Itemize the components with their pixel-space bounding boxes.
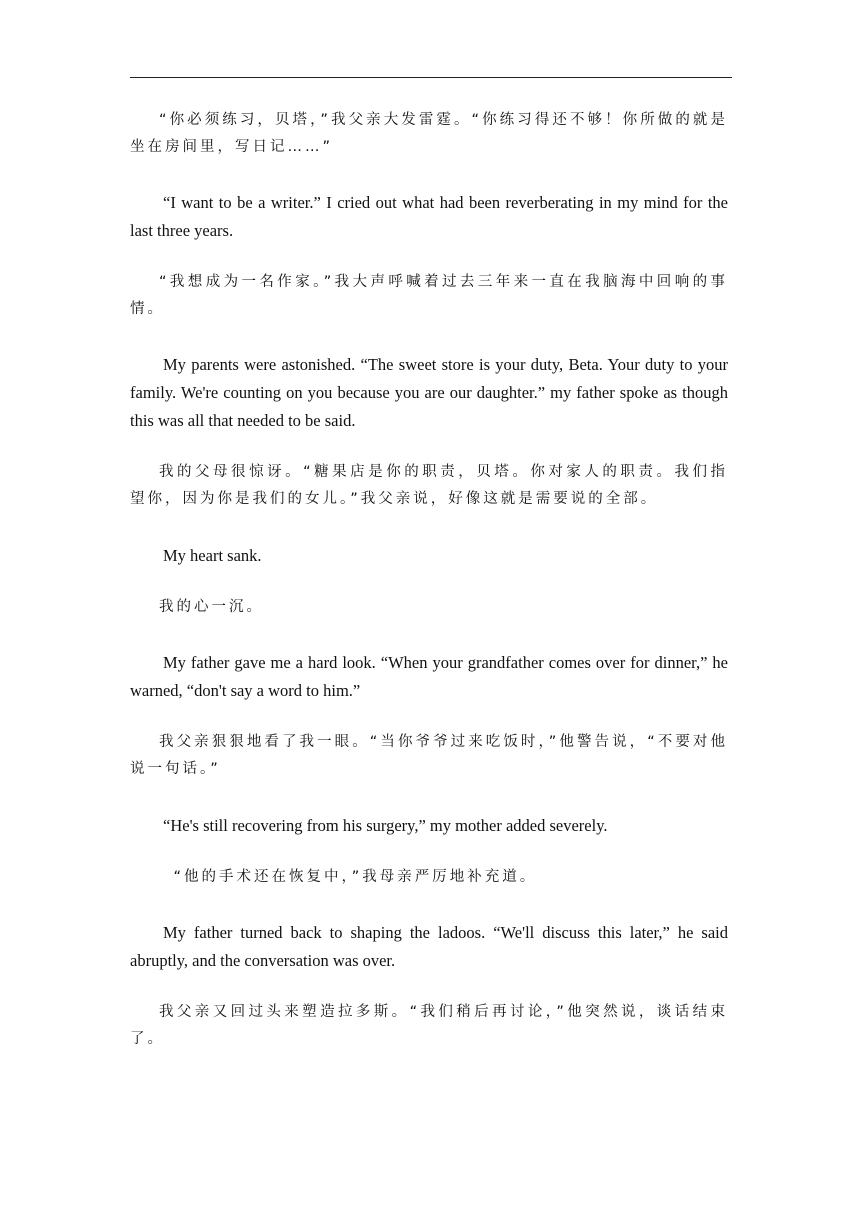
header-rule [130,77,732,78]
paragraph-zh-7: 我父亲又回过头来塑造拉多斯。“我们稍后再讨论，”他突然说，谈话结束了。 [130,1004,728,1047]
paragraph-en-4: My father gave me a hard look. “When your grandfather comes over for dinner,” he warned, “don't say a word to him.” [130,653,728,700]
paragraph-en-5: “He's still recovering from his surgery,” my mother added severely. [163,816,608,835]
paragraph-zh-2: “我想成为一名作家。”我大声呼喊着过去三年来一直在我脑海中回响的事情。 [130,274,728,317]
paragraph-zh-5: 我父亲狠狠地看了我一眼。“当你爷爷过来吃饭时，”他警告说，“不要对他说一句话。” [130,734,728,777]
paragraph-zh-3: 我的父母很惊讶。“糖果店是你的职责，贝塔。你对家人的职责。我们指望你，因为你是我们的女儿。”我父亲说，好像这就是需要说的全部。 [130,464,728,507]
paragraph-zh-6: “他的手术还在恢复中，”我母亲严厉地补充道。 [173,869,538,885]
paragraph-en-6: My father turned back to shaping the ladoos. “We'll discuss this later,” he said abruptly, and the conversation was over. [130,923,728,970]
paragraph-zh-1: “你必须练习，贝塔，”我父亲大发雷霆。“你练习得还不够！你所做的就是坐在房间里，写日记……” [130,112,728,155]
paragraph-en-1: “I want to be a writer.” I cried out what had been reverberating in my mind for the last three years. [130,193,728,240]
paragraph-en-3: My heart sank. [163,546,262,565]
paragraph-zh-4: 我的心一沉。 [159,599,264,615]
paragraph-en-2: My parents were astonished. “The sweet store is your duty, Beta. Your duty to your family. We're counting on you because you are our daughter.” my father spoke as though this was all that needed to be said. [130,355,728,430]
